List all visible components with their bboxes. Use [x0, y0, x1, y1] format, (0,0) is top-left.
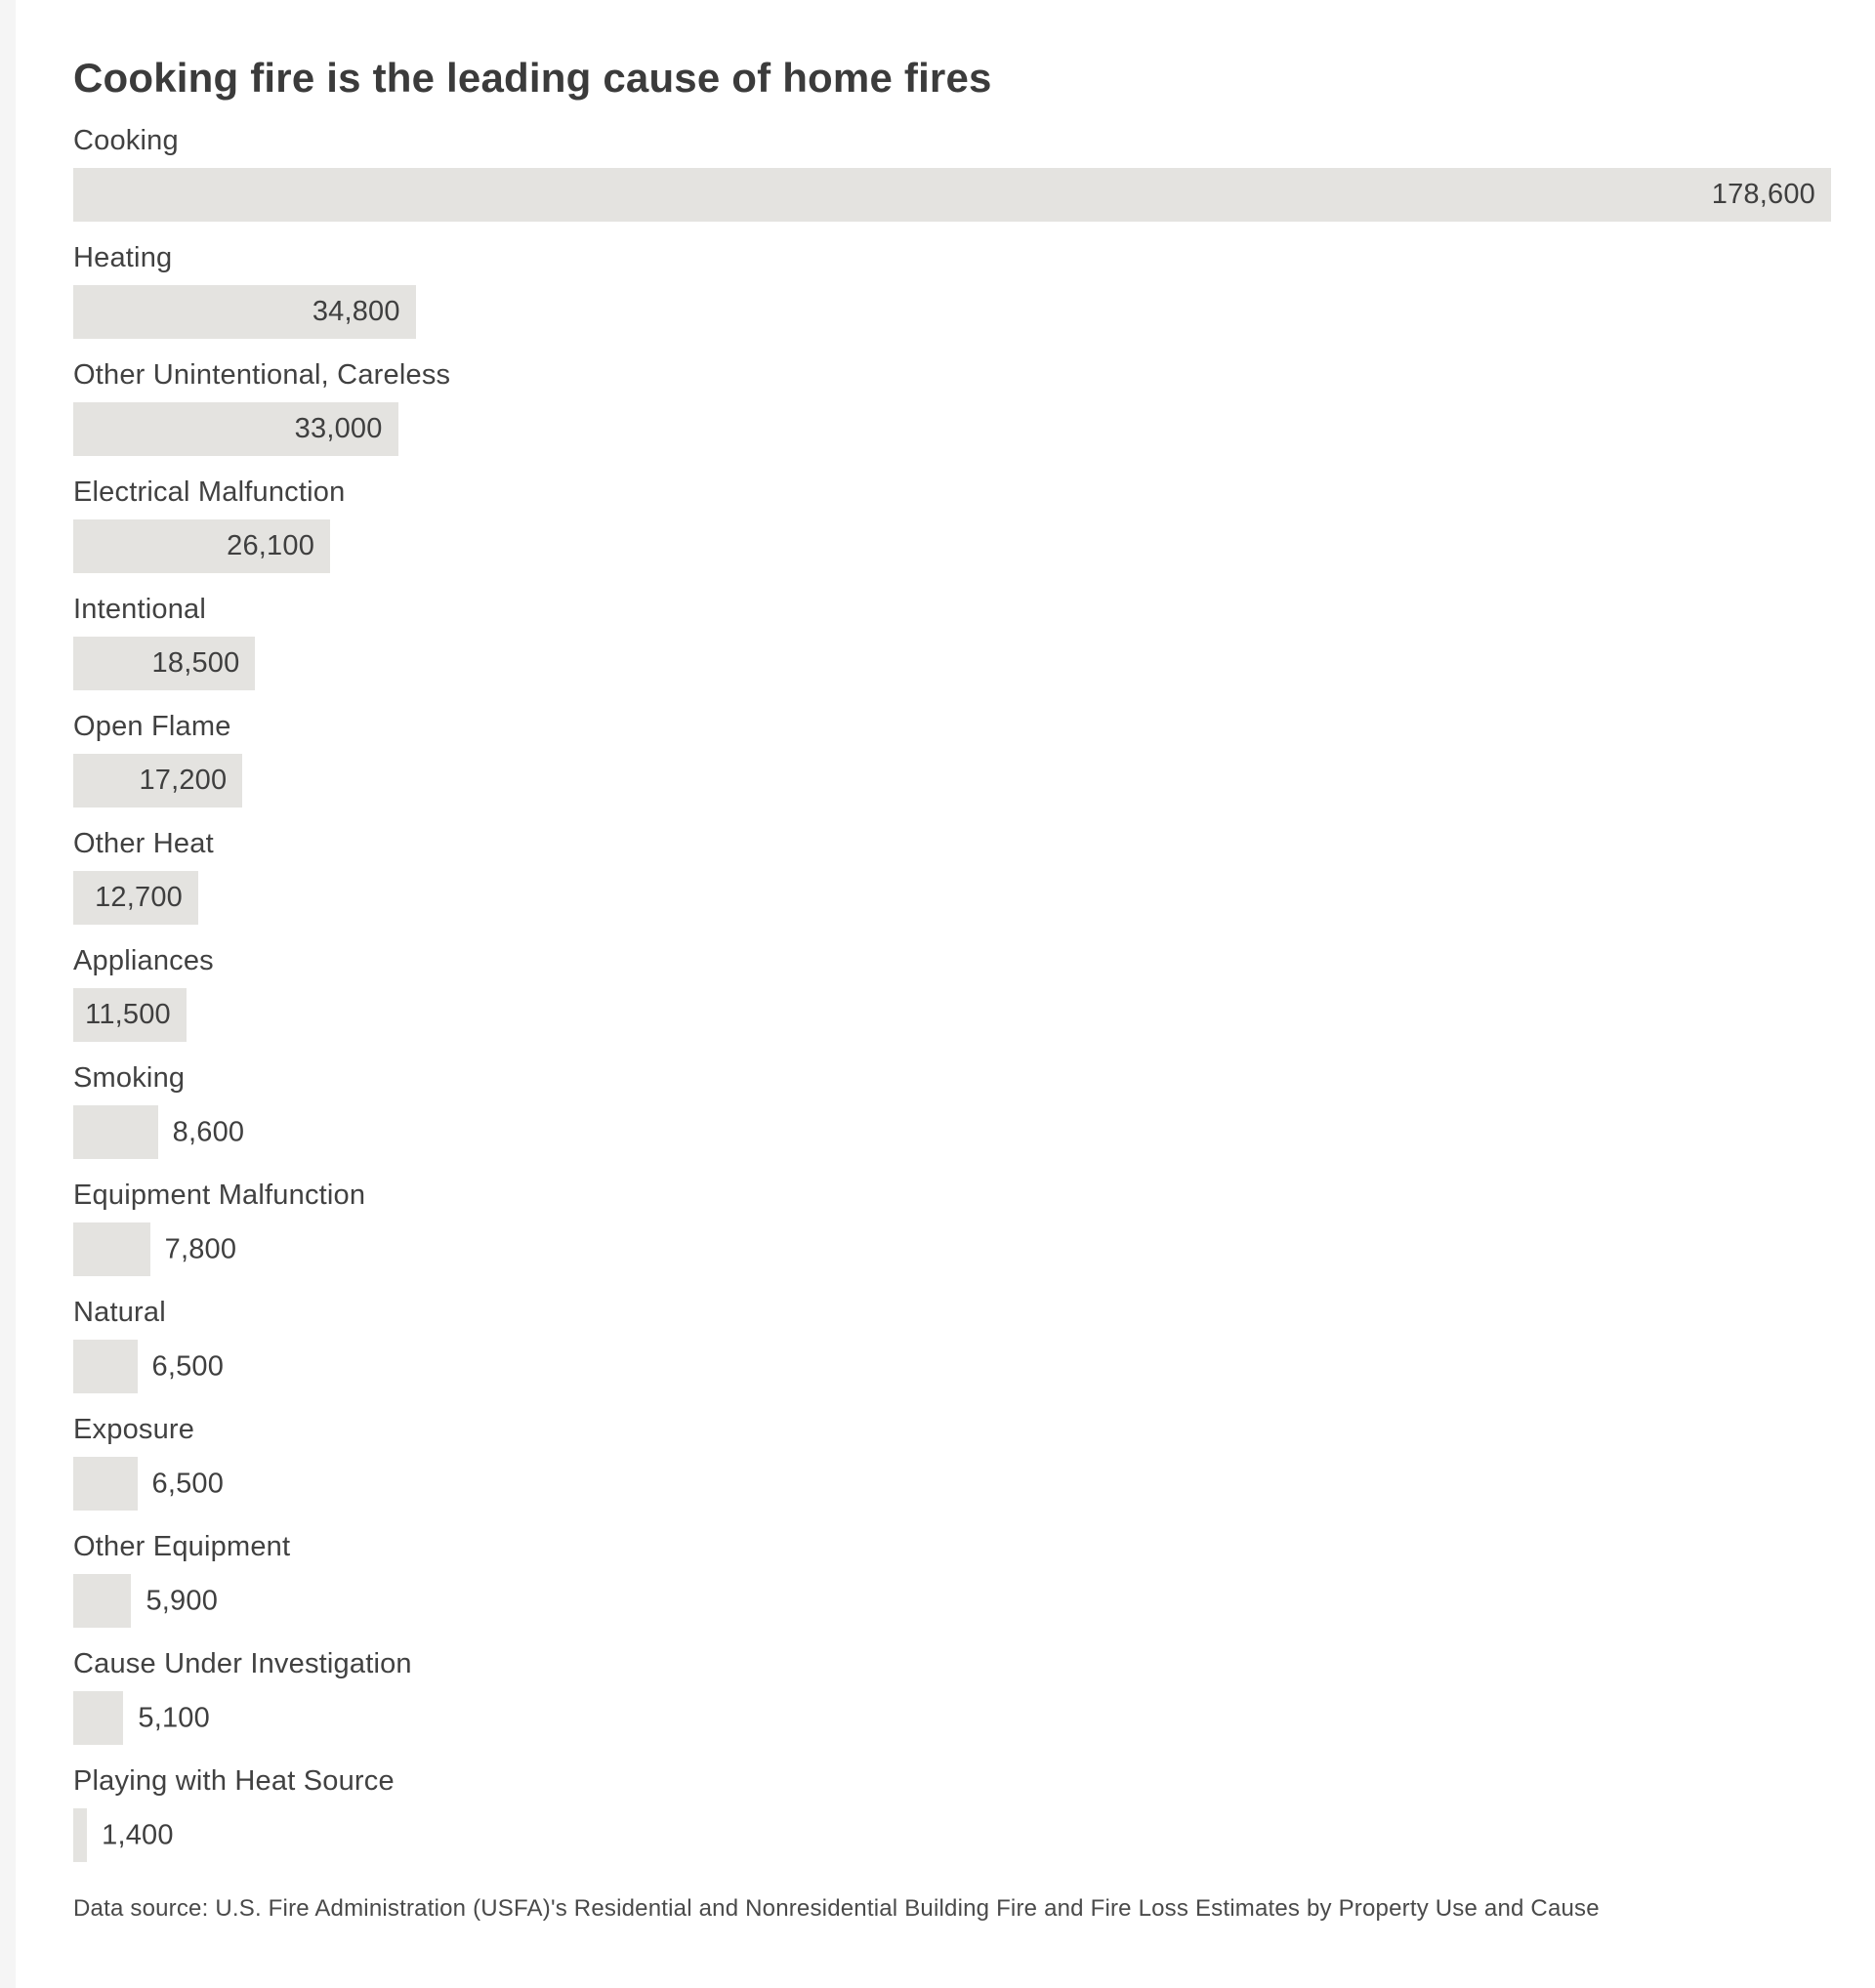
bar-row [73, 943, 1831, 1060]
category-label: Exposure [73, 1414, 195, 1445]
value-label: 5,100 [138, 1702, 210, 1733]
page-left-strip [0, 0, 16, 1988]
chart-content [73, 0, 1831, 1924]
bar-track [73, 1105, 1831, 1159]
bar-row [73, 1178, 1831, 1295]
bar-row [73, 592, 1831, 709]
value-label: 5,900 [146, 1585, 219, 1616]
value-label: 17,200 [139, 765, 228, 796]
category-label: Open Flame [73, 711, 231, 742]
bar-row [73, 709, 1831, 826]
bar-track [73, 168, 1831, 222]
value-label: 6,500 [151, 1468, 225, 1499]
bar-track [73, 871, 1831, 925]
bar-row [73, 357, 1831, 475]
bar-track [73, 1340, 1831, 1393]
bar [73, 1574, 219, 1628]
bar [73, 1691, 210, 1745]
category-label: Smoking [73, 1062, 186, 1094]
bar-track [73, 1691, 1831, 1745]
bar-track [73, 754, 1831, 808]
chart-title: Cooking fire is the leading cause of home fires [73, 55, 992, 101]
category-label: Equipment Malfunction [73, 1180, 366, 1211]
category-label: Other Heat [73, 828, 214, 859]
data-source-note: Data source: U.S. Fire Administration (USFA)'s Residential and Nonresidential Building Fire and Fire Loss Estimates by Property Use and Cause [73, 1895, 1600, 1922]
bar-track [73, 285, 1831, 339]
value-label: 12,700 [95, 882, 183, 913]
bar [73, 168, 1831, 222]
value-label: 26,100 [227, 530, 315, 561]
bar [73, 1105, 245, 1159]
bar [73, 871, 198, 925]
value-label: 34,800 [312, 296, 400, 327]
bar-track [73, 637, 1831, 690]
bar-row [73, 1646, 1831, 1763]
bar [73, 519, 330, 573]
bar-track [73, 1222, 1831, 1276]
value-label: 18,500 [151, 647, 240, 679]
bar [73, 1808, 174, 1862]
category-label: Cooking [73, 125, 179, 156]
bar-row [73, 826, 1831, 943]
bar-track [73, 1808, 1831, 1862]
bar [73, 1457, 225, 1511]
value-label: 7,800 [164, 1233, 237, 1264]
category-label: Appliances [73, 945, 214, 976]
category-label: Heating [73, 242, 173, 273]
bar-row [73, 1529, 1831, 1646]
bar-row [73, 1412, 1831, 1529]
category-label: Natural [73, 1297, 166, 1328]
bar-track [73, 402, 1831, 456]
bar [73, 1222, 237, 1276]
value-label: 11,500 [85, 999, 171, 1030]
bar [73, 988, 187, 1042]
category-label: Other Equipment [73, 1531, 291, 1562]
bar [73, 402, 398, 456]
bar-row [73, 1763, 1831, 1881]
bar [73, 637, 255, 690]
bar-chart [73, 123, 1831, 1881]
value-label: 1,400 [102, 1819, 174, 1850]
bar-row [73, 240, 1831, 357]
bar-row [73, 1295, 1831, 1412]
bar [73, 285, 416, 339]
bar-track [73, 1457, 1831, 1511]
value-label: 178,600 [1711, 179, 1815, 210]
category-label: Other Unintentional, Careless [73, 359, 451, 391]
value-label: 33,000 [294, 413, 383, 444]
bar-track [73, 988, 1831, 1042]
bar-row [73, 1060, 1831, 1178]
bar-row [73, 475, 1831, 592]
bar-track [73, 519, 1831, 573]
bar-track [73, 1574, 1831, 1628]
category-label: Cause Under Investigation [73, 1648, 412, 1679]
category-label: Intentional [73, 594, 207, 625]
value-label: 6,500 [151, 1350, 225, 1382]
bar-row [73, 123, 1831, 240]
category-label: Playing with Heat Source [73, 1765, 395, 1797]
value-label: 8,600 [172, 1116, 245, 1147]
category-label: Electrical Malfunction [73, 476, 346, 508]
bar [73, 1340, 225, 1393]
bar [73, 754, 242, 808]
